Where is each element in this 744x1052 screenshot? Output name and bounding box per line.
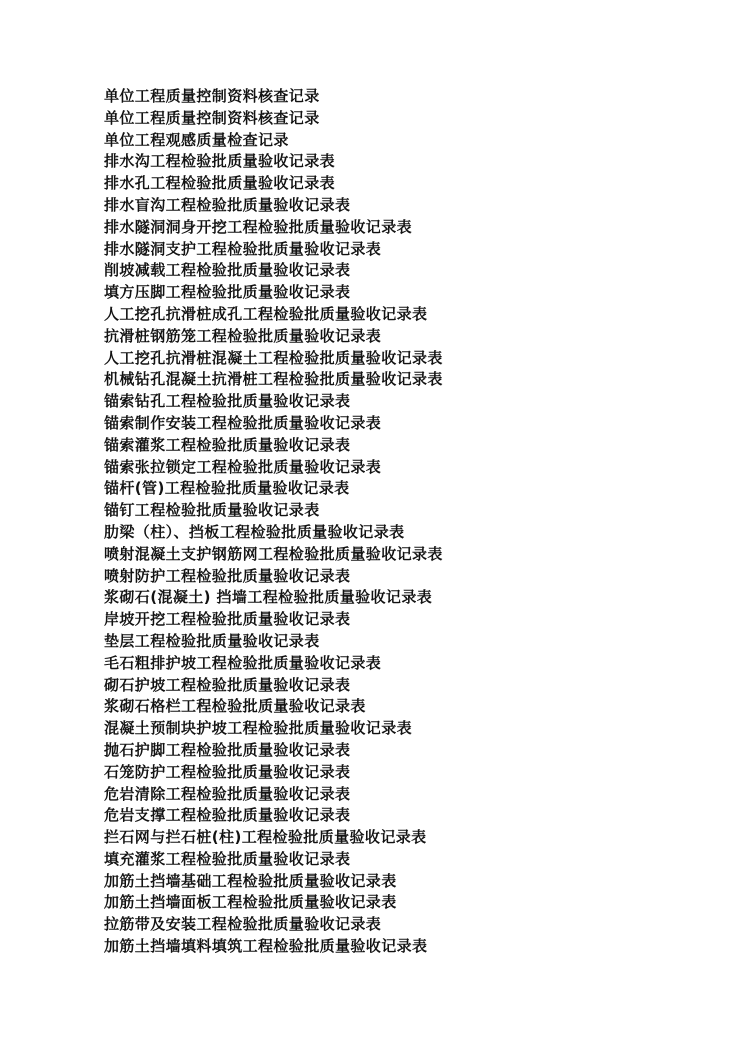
document-line: 锚钉工程检验批质量验收记录表 (104, 501, 320, 520)
document-line-list (104, 86, 704, 958)
document-line: 混凝土预制块护坡工程检验批质量验收记录表 (104, 719, 413, 738)
document-line: 拦石网与拦石桩(柱)工程检验批质量验收记录表 (104, 828, 427, 847)
document-line: 浆砌石格栏工程检验批质量验收记录表 (104, 697, 366, 716)
document-line: 加筋土挡墙面板工程检验批质量验收记录表 (104, 893, 397, 912)
document-line: 危岩清除工程检验批质量验收记录表 (104, 784, 351, 803)
document-line: 喷射防护工程检验批质量验收记录表 (104, 566, 351, 585)
document-line: 排水隧洞洞身开挖工程检验批质量验收记录表 (104, 217, 413, 236)
document-line: 拉筋带及安装工程检验批质量验收记录表 (104, 915, 382, 934)
document-line: 排水隧洞支护工程检验批质量验收记录表 (104, 239, 382, 258)
document-line: 排水沟工程检验批质量验收记录表 (104, 152, 336, 171)
document-line: 锚索灌浆工程检验批质量验收记录表 (104, 435, 351, 454)
document-line: 锚杆(管)工程检验批质量验收记录表 (104, 479, 350, 498)
document-line: 人工挖孔抗滑桩混凝土工程检验批质量验收记录表 (104, 348, 443, 367)
document-line: 垫层工程检验批质量验收记录表 (104, 631, 320, 650)
document-line: 锚索张拉锁定工程检验批质量验收记录表 (104, 457, 382, 476)
document-line: 加筋土挡墙基础工程检验批质量验收记录表 (104, 871, 397, 890)
document-line: 危岩支撑工程检验批质量验收记录表 (104, 806, 351, 825)
document-line: 填方压脚工程检验批质量验收记录表 (104, 283, 351, 302)
document-line: 石笼防护工程检验批质量验收记录表 (104, 762, 351, 781)
document-line: 单位工程质量控制资料核查记录 (104, 87, 320, 105)
document-line: 单位工程质量控制资料核查记录 (104, 108, 320, 127)
document-line: 锚索制作安装工程检验批质量验收记录表 (104, 413, 382, 432)
document-line: 锚索钻孔工程检验批质量验收记录表 (104, 392, 351, 411)
document-line: 抛石护脚工程检验批质量验收记录表 (104, 740, 351, 759)
document-line: 肋梁（柱）、挡板工程检验批质量验收记录表 (104, 522, 405, 541)
document-line: 填充灌浆工程检验批质量验收记录表 (104, 849, 351, 868)
document-line: 浆砌石(混凝土) 挡墙工程检验批质量验收记录表 (104, 588, 433, 607)
document-line: 岸坡开挖工程检验批质量验收记录表 (104, 610, 351, 629)
document-line: 人工挖孔抗滑桩成孔工程检验批质量验收记录表 (104, 304, 428, 323)
document-line: 机械钻孔混凝土抗滑桩工程检验批质量验收记录表 (104, 370, 443, 389)
document-line: 排水孔工程检验批质量验收记录表 (104, 174, 336, 193)
document-line: 抗滑桩钢筋笼工程检验批质量验收记录表 (104, 326, 382, 345)
document-line: 喷射混凝土支护钢筋网工程检验批质量验收记录表 (104, 544, 443, 563)
document-line: 砌石护坡工程检验批质量验收记录表 (104, 675, 351, 694)
document-line: 排水盲沟工程检验批质量验收记录表 (104, 195, 351, 214)
document-line: 单位工程观感质量检查记录 (104, 130, 289, 149)
document-line: 加筋土挡墙填料填筑工程检验批质量验收记录表 (104, 937, 428, 956)
document-line: 毛石粗排护坡工程检验批质量验收记录表 (104, 653, 382, 672)
document-line: 削坡减载工程检验批质量验收记录表 (104, 261, 351, 280)
